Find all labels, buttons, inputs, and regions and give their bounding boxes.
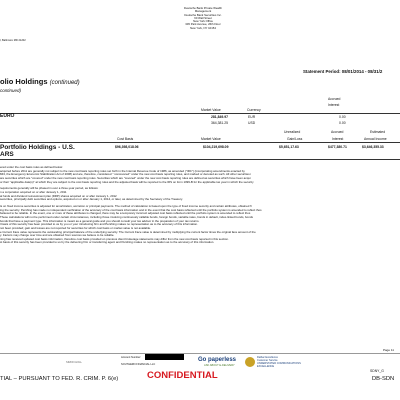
award-line-2: Customer Service	[257, 359, 278, 362]
accrued-header-2: Accrued	[331, 130, 344, 134]
section-continued: (continued)	[49, 80, 80, 86]
total-label-2: ARS	[0, 151, 14, 158]
accrued-header: Accrued	[328, 97, 341, 101]
cash-row-2-interest: 0.00	[339, 121, 346, 125]
note-line: y. Factors may change over time and are obtained from sources we believe to be reliable.	[0, 234, 115, 238]
note-line: ered under the cost basis rules as defined below:	[0, 166, 63, 169]
firm-line: Deutsche Bank Securities Inc.	[184, 12, 222, 17]
note-line: 843, the Emergency Economic Stabilization Act of 2008) and are, therefore, considered " noncovered" under the new cost basis reporting rules, and marked or denoted as such. All other securities i	[0, 173, 252, 177]
cash-label: EURO	[0, 113, 15, 119]
total-market-value: $104,219,698.09	[203, 145, 229, 149]
note-line: ning has received updated cost basis information, therefore cost basis provided on previous client brokerage statements may differ from the new cost basis reported in this section.	[0, 237, 229, 241]
note-line: These calculations will not be performed under certain circumstances, including those involving continuously callable bonds, foreign bonds, variable rates, bonds in default, index-linked bonds, bonds	[0, 215, 253, 219]
doc-code-1: SDNY_G	[370, 369, 384, 373]
firm-line: New York, NY 10154	[190, 25, 216, 30]
account-sub: SOUTHERN FINANCIAL LLC	[121, 363, 156, 366]
award-line-3: UNDERSTATED COMMUNICATIONS	[257, 362, 301, 365]
cash-row-2-market-value: 364,381.25	[211, 121, 228, 125]
total-accrued: $477,380.71	[328, 145, 347, 149]
confidential-stamp: CONFIDENTIAL	[147, 370, 218, 381]
go-paperless-logo: Go paperless	[198, 357, 237, 363]
firm-line: Deutsche Bank Private Wealth Management	[184, 6, 222, 14]
doc-code-2: DB-SDN	[372, 376, 395, 382]
section-title-text: olio Holdings	[0, 77, 48, 86]
firm-header	[177, 7, 229, 30]
section-title	[0, 77, 80, 86]
note-line: ts on fixed income securities is adjusted for amortization, accretion or principal payments. The method of calculation is based upon the type of fixed income security and certain attributes, obtained fr	[0, 204, 252, 208]
cost-basis-notes	[0, 166, 400, 245]
award-line-1: Dalbar Excellence	[257, 356, 278, 359]
statement-period: Statement Period: 08/01/2014 - 08/31/2	[303, 69, 383, 74]
cash-row-1-interest: 0.00	[339, 115, 346, 119]
divider	[0, 159, 400, 160]
note-line: not been provided; gain and losses are not reported for securities for which cost basis or market value is not available.	[0, 226, 151, 230]
currency-header: Currency	[247, 108, 261, 112]
annual-income-header: Annual Income	[364, 137, 387, 141]
market-value-header-2: Market Value	[201, 137, 221, 141]
gain-loss-header: Gain/Loss	[287, 137, 303, 141]
note-line: n a corporation acquired on or after January 1, 2011	[0, 190, 67, 194]
account-label: Account Number:	[121, 356, 142, 359]
total-label-1: Portfolio Holdings - U.S.	[0, 144, 75, 151]
note-line: st basis of this security has been provided to us by the delivering firm or transferring agent and Pershing makes no representation as to the accuracy of this information.	[0, 241, 215, 245]
go-paperless-sub: ASK ABOUT E-DELIVERY	[204, 364, 235, 367]
firm-line: 345 Park Avenue, 26th Floor	[185, 22, 221, 27]
redaction-box	[145, 354, 184, 360]
award-line-4: EXCELLENCE	[257, 365, 275, 368]
footer-left-text: SIMON HOLL	[66, 361, 82, 364]
firm-line: New York Office	[193, 19, 213, 24]
note-line: or their "applicable date(s)" at which they are subject to the cost basis reporting rules and the adjusted basis will be reported to the IRS on form 1099-B for the applicable tax year in which the security	[0, 180, 254, 184]
interest-header: Interest	[328, 103, 340, 107]
interest-header-2: Interest	[332, 137, 344, 141]
total-est-income: $3,646,355.33	[362, 145, 384, 149]
total-unrealized: $5,651,17.63	[279, 145, 299, 149]
firm-line: 60 Wall Street	[194, 15, 212, 20]
divider	[0, 142, 400, 143]
estimated-header: Estimated	[370, 130, 386, 134]
market-value-header: Market Value	[201, 108, 221, 112]
note-line: securities, principally debt securities and options, acquired on or after January 1, 2014, or later, as determined by the Secretary of the Treasury.	[0, 198, 183, 202]
note-line: are securities which are "covered" under the new cost basis reporting rules. Securities which are "covered" under the new cost basis reporting rules are defined as securities which have been acqui	[0, 176, 251, 180]
note-line: bonds that have a payment type. This information is meant as a general guide and you should consult your tax advisor in the preparation of your tax returns.	[0, 219, 200, 223]
note-line: believed to be reliable. In the event, one or more of these attributes is changed, there may be a temporary incorrect adjusted cost basis reflected until the portfolio system is amended to reflect thos	[0, 212, 251, 216]
total-cost-basis: $96,398,018.06	[115, 145, 139, 149]
note-line: e Current Face value represents the outstanding principal balance of the underlying security. The Current Face value is determined by multiplying the current factor times the original face amount of the	[0, 230, 256, 234]
cash-row-1-currency: EUR	[248, 115, 256, 119]
divider	[0, 113, 400, 114]
note-line: l basis of this security has been provided to us by you or your introducing firm and Pershing makes no representation as to the accuracy of this information.	[0, 223, 198, 227]
cost-basis-header: Cost Basis	[117, 137, 134, 141]
cash-row-1-market-value: 281,849.97	[211, 115, 228, 119]
client-address: l, Baltimore MD 21202	[0, 39, 26, 42]
award-seal-icon	[245, 357, 255, 367]
note-line: al funds and dividend reinvestment plan (DRP) shares acquired on or after January 1, 2012	[0, 194, 117, 198]
unrealized-header: Unrealized	[284, 130, 301, 134]
cash-row-2-currency: USD	[248, 121, 256, 125]
note-line: ing the security. Pershing has made no independent verification of the accuracy of the cost basis information and in the event that the cost basis reflected until the portfolio system is amended to reflect thos	[0, 208, 262, 212]
section-subtitle: continued)	[0, 88, 22, 93]
note-line: requirements generally will be phased in over a three-year period, as follows:	[0, 187, 99, 191]
confidential-left: TIAL – PURSUANT TO FED. R. CRIM. P. 6(e)	[0, 376, 119, 382]
note-line: acquired before 2011 are generally not subject to the new cost basis reporting rules set forth in the Internal Revenue Code of 1986, as amended ("IRC") (incorporating amendments enacted by	[0, 169, 245, 173]
page-number: Page 11	[383, 348, 394, 352]
